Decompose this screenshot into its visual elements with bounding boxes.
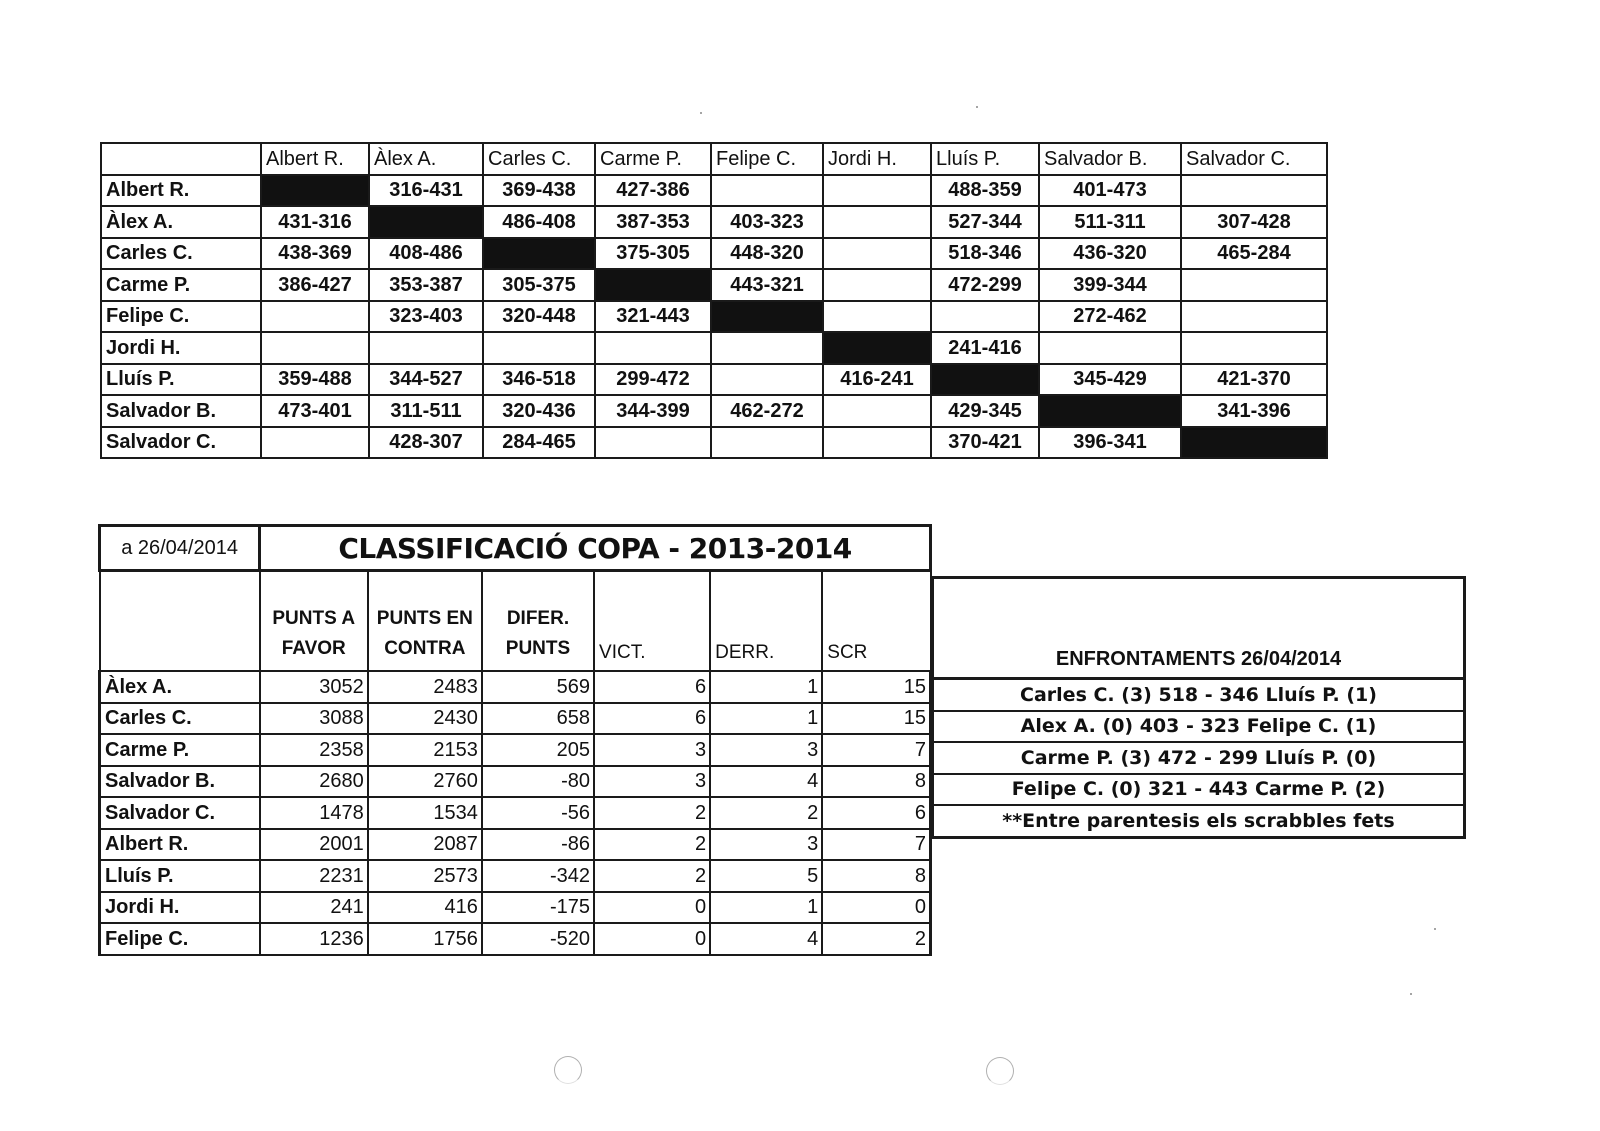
matrix-result-cell: 518-346: [931, 238, 1039, 270]
matrix-row: [101, 301, 1327, 333]
standings-table: [98, 524, 932, 956]
matrix-column-header: Carles C.: [483, 143, 595, 175]
matrix-result-cell: [1181, 175, 1327, 207]
matrix-result-cell: 403-323: [711, 206, 823, 238]
standings-pf-cell: 2001: [260, 829, 368, 861]
matrix-result-cell: [711, 175, 823, 207]
standings-row: [100, 923, 931, 955]
standings-scr-cell: 8: [822, 766, 930, 798]
standings-player: Carme P.: [100, 734, 260, 766]
matchups-table: [932, 576, 1466, 839]
matrix-result-cell: 436-320: [1039, 238, 1181, 270]
standings-pc-cell: 1756: [368, 923, 482, 955]
standings-row: [100, 892, 931, 924]
standings-derr-cell: 5: [710, 860, 822, 892]
matrix-result-cell: 386-427: [261, 269, 369, 301]
matrix-result-cell: [711, 364, 823, 396]
matrix-column-header: Felipe C.: [711, 143, 823, 175]
matrix-column-header: Albert R.: [261, 143, 369, 175]
matrix-result-cell: 359-488: [261, 364, 369, 396]
standings-pc-cell: 2087: [368, 829, 482, 861]
header-victories: VICT.: [594, 571, 710, 672]
matrix-result-cell: [483, 332, 595, 364]
matrix-result-cell: [595, 332, 711, 364]
scan-speck: [1410, 993, 1412, 995]
matrix-result-cell: 305-375: [483, 269, 595, 301]
standings-dif-cell: 569: [482, 671, 594, 703]
standings-pc-cell: 2760: [368, 766, 482, 798]
matrix-result-cell: 472-299: [931, 269, 1039, 301]
standings-dif-cell: -86: [482, 829, 594, 861]
standings-derr-cell: 1: [710, 892, 822, 924]
matrix-result-cell: 421-370: [1181, 364, 1327, 396]
standings-derr-cell: 1: [710, 671, 822, 703]
matrix-self-cell: [369, 206, 483, 238]
matrix-result-cell: 316-431: [369, 175, 483, 207]
standings-vict-cell: 0: [594, 923, 710, 955]
header-points-for: PUNTS A FAVOR: [260, 571, 368, 672]
standings-scr-cell: 0: [822, 892, 930, 924]
standings-dif-cell: 205: [482, 734, 594, 766]
matrix-result-cell: 353-387: [369, 269, 483, 301]
standings-pc-cell: 2573: [368, 860, 482, 892]
matrix-row: [101, 427, 1327, 459]
standings-pf-cell: 1478: [260, 797, 368, 829]
standings-vict-cell: 3: [594, 766, 710, 798]
matrix-result-cell: [823, 427, 931, 459]
matrix-result-cell: [261, 301, 369, 333]
matrix-result-cell: [595, 427, 711, 459]
standings-scr-cell: 2: [822, 923, 930, 955]
matrix-result-cell: 375-305: [595, 238, 711, 270]
matrix-result-cell: 511-311: [1039, 206, 1181, 238]
matrix-result-cell: 427-386: [595, 175, 711, 207]
standings-dif-cell: -80: [482, 766, 594, 798]
matchup-result: Carles C. (3) 518 - 346 Lluís P. (1): [933, 679, 1465, 711]
standings-pc-cell: 2483: [368, 671, 482, 703]
matrix-result-cell: 241-416: [931, 332, 1039, 364]
matrix-result-cell: 299-472: [595, 364, 711, 396]
matrix-result-cell: 401-473: [1039, 175, 1181, 207]
matrix-self-cell: [1181, 427, 1327, 459]
matrix-result-cell: 527-344: [931, 206, 1039, 238]
standings-row: [100, 734, 931, 766]
header-defeats: DERR.: [710, 571, 822, 672]
matrix-row-player: Carme P.: [101, 269, 261, 301]
standings-scr-cell: 15: [822, 671, 930, 703]
standings-player: Salvador C.: [100, 797, 260, 829]
matrix-result-cell: 345-429: [1039, 364, 1181, 396]
matrix-row: [101, 395, 1327, 427]
standings-derr-cell: 4: [710, 766, 822, 798]
standings-vict-cell: 2: [594, 797, 710, 829]
matrix-self-cell: [931, 364, 1039, 396]
standings-vict-cell: 3: [594, 734, 710, 766]
standings-player: Carles C.: [100, 703, 260, 735]
matrix-column-header: Salvador B.: [1039, 143, 1181, 175]
matrix-result-cell: 369-438: [483, 175, 595, 207]
standings-dif-cell: -342: [482, 860, 594, 892]
header-scrabbles: SCR: [822, 571, 930, 672]
matrix-result-cell: 323-403: [369, 301, 483, 333]
standings-row: [100, 766, 931, 798]
matrix-result-cell: 462-272: [711, 395, 823, 427]
standings-vict-cell: 2: [594, 860, 710, 892]
matrix-result-cell: [1039, 332, 1181, 364]
standings-date: a 26/04/2014: [100, 526, 260, 571]
matrix-row-player: Àlex A.: [101, 206, 261, 238]
matrix-row: [101, 269, 1327, 301]
matrix-result-cell: 320-448: [483, 301, 595, 333]
matrix-self-cell: [595, 269, 711, 301]
matrix-result-cell: 344-527: [369, 364, 483, 396]
matrix-result-cell: 320-436: [483, 395, 595, 427]
matchup-result: Alex A. (0) 403 - 323 Felipe C. (1): [933, 711, 1465, 743]
standings-scr-cell: 15: [822, 703, 930, 735]
matchup-result: Felipe C. (0) 321 - 443 Carme P. (2): [933, 774, 1465, 806]
matrix-row: [101, 206, 1327, 238]
matrix-result-cell: 465-284: [1181, 238, 1327, 270]
matrix-result-cell: 448-320: [711, 238, 823, 270]
matrix-row-player: Felipe C.: [101, 301, 261, 333]
standings-pf-cell: 241: [260, 892, 368, 924]
matrix-result-cell: [823, 269, 931, 301]
standings-derr-cell: 2: [710, 797, 822, 829]
matrix-result-cell: 399-344: [1039, 269, 1181, 301]
matrix-result-cell: 428-307: [369, 427, 483, 459]
standings-row: [100, 860, 931, 892]
standings-header-empty: [100, 571, 260, 672]
matchups-footnote: **Entre parentesis els scrabbles fets: [933, 805, 1465, 837]
scan-speck: [1434, 928, 1436, 930]
matrix-result-cell: 284-465: [483, 427, 595, 459]
matchup-result: Carme P. (3) 472 - 299 Lluís P. (0): [933, 742, 1465, 774]
matrix-result-cell: [823, 206, 931, 238]
matrix-result-cell: 473-401: [261, 395, 369, 427]
matrix-corner: [101, 143, 261, 175]
standings-dif-cell: -520: [482, 923, 594, 955]
standings-header-row: [100, 571, 931, 672]
matrix-row-player: Lluís P.: [101, 364, 261, 396]
standings-row: [100, 671, 931, 703]
matrix-row: [101, 238, 1327, 270]
matrix-result-cell: 488-359: [931, 175, 1039, 207]
header-points-against: PUNTS EN CONTRA: [368, 571, 482, 672]
standings-pc-cell: 1534: [368, 797, 482, 829]
standings-vict-cell: 6: [594, 671, 710, 703]
matrix-result-cell: 429-345: [931, 395, 1039, 427]
matrix-row-player: Salvador C.: [101, 427, 261, 459]
standings-player: Salvador B.: [100, 766, 260, 798]
standings-player: Felipe C.: [100, 923, 260, 955]
standings-row: [100, 829, 931, 861]
matrix-row: [101, 364, 1327, 396]
standings-scr-cell: 8: [822, 860, 930, 892]
punch-hole-left: [554, 1056, 582, 1084]
results-matrix: [100, 142, 1328, 459]
standings-vict-cell: 0: [594, 892, 710, 924]
standings-row: [100, 797, 931, 829]
standings-pc-cell: 416: [368, 892, 482, 924]
matrix-self-cell: [711, 301, 823, 333]
standings-pf-cell: 1236: [260, 923, 368, 955]
matrix-result-cell: 486-408: [483, 206, 595, 238]
standings-pc-cell: 2153: [368, 734, 482, 766]
standings-pf-cell: 2358: [260, 734, 368, 766]
standings-derr-cell: 3: [710, 829, 822, 861]
matrix-result-cell: 431-316: [261, 206, 369, 238]
standings-player: Àlex A.: [100, 671, 260, 703]
matrix-row-player: Jordi H.: [101, 332, 261, 364]
standings-pf-cell: 3052: [260, 671, 368, 703]
matrix-result-cell: [823, 395, 931, 427]
matrix-result-cell: [1181, 332, 1327, 364]
standings-row: [100, 703, 931, 735]
standings-derr-cell: 1: [710, 703, 822, 735]
matrix-result-cell: 321-443: [595, 301, 711, 333]
matrix-row-player: Albert R.: [101, 175, 261, 207]
scan-speck: [976, 106, 978, 108]
matrix-self-cell: [483, 238, 595, 270]
matrix-self-cell: [1039, 395, 1181, 427]
standings-scr-cell: 7: [822, 829, 930, 861]
standings-dif-cell: 658: [482, 703, 594, 735]
punch-hole-right: [986, 1057, 1014, 1085]
standings-derr-cell: 4: [710, 923, 822, 955]
matrix-result-cell: 416-241: [823, 364, 931, 396]
matrix-result-cell: [823, 238, 931, 270]
standings-pc-cell: 2430: [368, 703, 482, 735]
header-difference: DIFER. PUNTS: [482, 571, 594, 672]
matrix-row: [101, 332, 1327, 364]
matrix-result-cell: 346-518: [483, 364, 595, 396]
standings-vict-cell: 2: [594, 829, 710, 861]
standings-scr-cell: 7: [822, 734, 930, 766]
matrix-column-header: Lluís P.: [931, 143, 1039, 175]
standings-derr-cell: 3: [710, 734, 822, 766]
matrix-column-header: Salvador C.: [1181, 143, 1327, 175]
matrix-header-row: [101, 143, 1327, 175]
standings-pf-cell: 3088: [260, 703, 368, 735]
scan-speck: [700, 112, 702, 114]
matrix-column-header: Àlex A.: [369, 143, 483, 175]
matrix-result-cell: [823, 301, 931, 333]
matrix-self-cell: [261, 175, 369, 207]
matrix-result-cell: [1181, 269, 1327, 301]
matrix-column-header: Jordi H.: [823, 143, 931, 175]
matrix-result-cell: [369, 332, 483, 364]
matrix-result-cell: [711, 427, 823, 459]
matrix-row-player: Salvador B.: [101, 395, 261, 427]
matrix-result-cell: [823, 175, 931, 207]
matrix-column-header: Carme P.: [595, 143, 711, 175]
standings-player: Jordi H.: [100, 892, 260, 924]
standings-scr-cell: 6: [822, 797, 930, 829]
matrix-result-cell: [261, 332, 369, 364]
matrix-result-cell: 344-399: [595, 395, 711, 427]
matrix-result-cell: 408-486: [369, 238, 483, 270]
matrix-result-cell: 341-396: [1181, 395, 1327, 427]
matrix-row: [101, 175, 1327, 207]
matrix-result-cell: 311-511: [369, 395, 483, 427]
matrix-result-cell: [711, 332, 823, 364]
standings-dif-cell: -175: [482, 892, 594, 924]
matrix-self-cell: [823, 332, 931, 364]
matrix-result-cell: 443-321: [711, 269, 823, 301]
matrix-result-cell: 396-341: [1039, 427, 1181, 459]
matrix-result-cell: [261, 427, 369, 459]
standings-pf-cell: 2231: [260, 860, 368, 892]
matrix-result-cell: 272-462: [1039, 301, 1181, 333]
standings-vict-cell: 6: [594, 703, 710, 735]
matrix-result-cell: 387-353: [595, 206, 711, 238]
matrix-row-player: Carles C.: [101, 238, 261, 270]
matrix-result-cell: [1181, 301, 1327, 333]
matrix-result-cell: 370-421: [931, 427, 1039, 459]
matrix-result-cell: [931, 301, 1039, 333]
matrix-result-cell: 307-428: [1181, 206, 1327, 238]
standings-player: Lluís P.: [100, 860, 260, 892]
standings-pf-cell: 2680: [260, 766, 368, 798]
matchups-title: ENFRONTAMENTS 26/04/2014: [933, 578, 1465, 679]
standings-player: Albert R.: [100, 829, 260, 861]
standings-title: CLASSIFICACIÓ COPA - 2013-2014: [260, 526, 931, 571]
matrix-result-cell: 438-369: [261, 238, 369, 270]
standings-dif-cell: -56: [482, 797, 594, 829]
